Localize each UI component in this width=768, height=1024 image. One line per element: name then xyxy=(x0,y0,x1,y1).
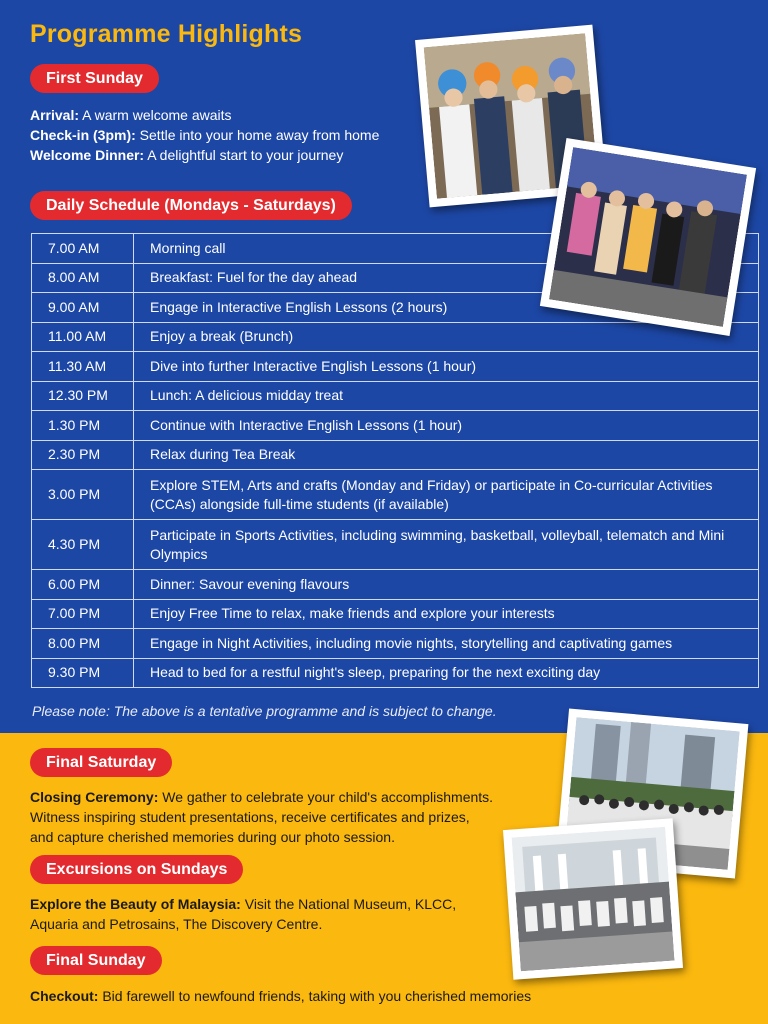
excursions-text: Explore the Beauty of Malaysia: Visit the National Museum, KLCC, xyxy=(30,896,457,912)
time-cell: 11.30 AM xyxy=(32,352,134,382)
photo-museum-group xyxy=(503,818,683,979)
activity-cell: Lunch: A delicious midday treat xyxy=(134,381,759,411)
first-sunday-heading: First Sunday xyxy=(30,64,159,93)
time-cell: 2.30 PM xyxy=(32,440,134,470)
closing-ceremony-text: Witness inspiring student presentations, receive certificates and prizes, xyxy=(30,809,470,825)
table-row xyxy=(32,381,759,411)
time-cell: 12.30 PM xyxy=(32,381,134,411)
activity-cell: Dive into further Interactive English Lessons (1 hour) xyxy=(134,352,759,382)
excursions-heading: Excursions on Sundays xyxy=(30,855,243,884)
time-cell: 8.00 PM xyxy=(32,629,134,659)
checkout-text: Checkout: Bid farewell to newfound friends, taking with you cherished memories xyxy=(30,988,532,1004)
time-cell: 3.00 PM xyxy=(32,470,134,520)
table-row xyxy=(32,520,759,570)
activity-cell: Relax during Tea Break xyxy=(134,440,759,470)
night-gathering-illustration xyxy=(549,147,747,327)
final-sunday-heading: Final Sunday xyxy=(30,946,162,975)
night-gathering-image xyxy=(549,147,747,327)
final-saturday-heading: Final Saturday xyxy=(30,748,172,777)
tentative-note: Please note: The above is a tentative programme and is subject to change. xyxy=(32,703,497,719)
time-cell: 8.00 AM xyxy=(32,263,134,293)
activity-cell: Enjoy Free Time to relax, make friends and explore your interests xyxy=(134,599,759,629)
closing-ceremony-text: Closing Ceremony: We gather to celebrate your child's accomplishments. xyxy=(30,789,494,805)
table-row xyxy=(32,629,759,659)
activity-cell: Explore STEM, Arts and crafts (Monday and Friday) or participate in Co-curricular Activities (CCAs) alongside full-time students (if available) xyxy=(134,470,759,520)
first-sunday-item: Check-in (3pm): Settle into your home away from home xyxy=(30,127,380,143)
activity-cell: Dinner: Savour evening flavours xyxy=(134,570,759,600)
time-cell: 9.30 PM xyxy=(32,658,134,688)
time-cell: 7.00 PM xyxy=(32,599,134,629)
museum-group-illustration xyxy=(512,827,675,971)
table-row xyxy=(32,352,759,382)
activity-cell: Engage in Interactive English Lessons (2 hours) xyxy=(134,293,759,323)
time-cell: 11.00 AM xyxy=(32,322,134,352)
activity-cell: Enjoy a break (Brunch) xyxy=(134,322,759,352)
table-row xyxy=(32,440,759,470)
excursions-text: Aquaria and Petrosains, The Discovery Centre. xyxy=(30,916,323,932)
table-row xyxy=(32,411,759,441)
time-cell: 1.30 PM xyxy=(32,411,134,441)
photo-night-gathering xyxy=(540,138,756,336)
time-cell: 9.00 AM xyxy=(32,293,134,323)
museum-group-image xyxy=(512,827,675,971)
time-cell: 4.30 PM xyxy=(32,520,134,570)
time-cell: 6.00 PM xyxy=(32,570,134,600)
first-sunday-item: Welcome Dinner: A delightful start to your journey xyxy=(30,147,344,163)
activity-cell: Engage in Night Activities, including movie nights, storytelling and captivating games xyxy=(134,629,759,659)
activity-cell: Breakfast: Fuel for the day ahead xyxy=(134,263,759,293)
time-cell: 7.00 AM xyxy=(32,234,134,264)
table-row xyxy=(32,322,759,352)
table-row xyxy=(32,599,759,629)
activity-cell: Continue with Interactive English Lessons (1 hour) xyxy=(134,411,759,441)
activity-cell: Head to bed for a restful night's sleep, preparing for the next exciting day xyxy=(134,658,759,688)
table-row xyxy=(32,470,759,520)
closing-ceremony-text: and capture cherished memories during our photo session. xyxy=(30,829,395,845)
activity-cell: Morning call xyxy=(134,234,759,264)
daily-schedule-heading: Daily Schedule (Mondays - Saturdays) xyxy=(30,191,352,220)
table-row xyxy=(32,570,759,600)
table-row xyxy=(32,658,759,688)
first-sunday-item: Arrival: A warm welcome awaits xyxy=(30,107,232,123)
activity-cell: Participate in Sports Activities, including swimming, basketball, volleyball, telematch and Mini Olympics xyxy=(134,520,759,570)
page-title: Programme Highlights xyxy=(30,20,303,48)
